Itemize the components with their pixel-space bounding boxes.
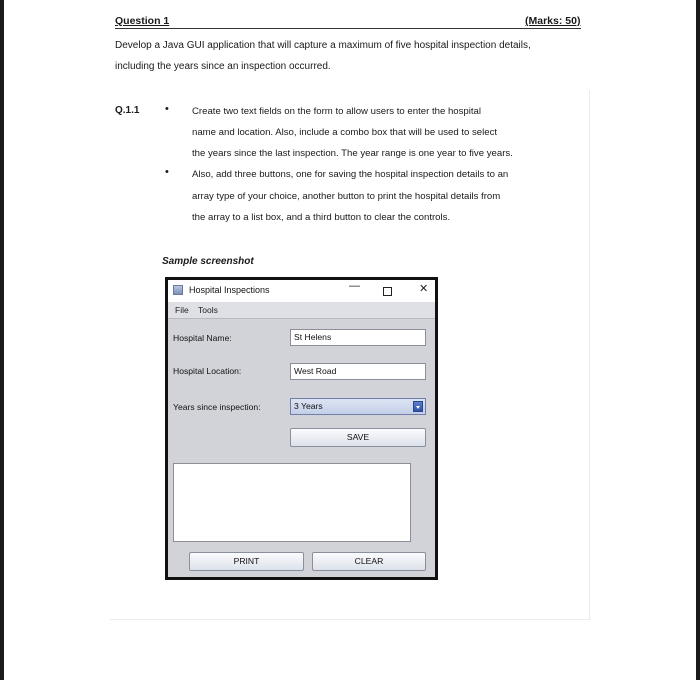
save-button[interactable]: SAVE [290,428,426,447]
java-app-icon [173,285,183,295]
question-marks: (Marks: 50) [525,15,581,27]
hospital-details-list-box[interactable] [173,463,411,542]
right-page-edge [696,0,700,680]
chevron-down-icon[interactable] [413,401,423,412]
title-rule [115,28,581,29]
left-page-edge [0,0,4,680]
window-title: Hospital Inspections [189,285,270,295]
document-frame-bottom [110,619,590,620]
instruction-line: name and location. Also, include a combo box that will be used to select [192,127,498,138]
years-combo-value: 3 Years [294,401,323,411]
minimize-icon[interactable]: — [349,280,360,292]
instruction-line: array type of your choice, another button to print the hospital details from [192,191,501,202]
hospital-name-input[interactable]: St Helens [290,329,426,346]
intro-line-1: Develop a Java GUI application that will capture a maximum of five hospital inspection details, [115,40,531,51]
question-title: Question 1 [115,15,170,27]
years-combo-box[interactable] [290,398,426,415]
bullet-2: • [165,166,169,178]
close-icon[interactable]: ✕ [419,283,429,295]
menu-tools[interactable]: Tools [198,305,218,315]
maximize-icon[interactable] [383,287,392,296]
menu-bar [168,302,435,319]
instruction-line: Also, add three buttons, one for saving the hospital inspection details to an [192,169,509,180]
document-frame-right [589,90,590,620]
years-since-inspection-label: Years since inspection: [173,402,261,412]
hospital-location-label: Hospital Location: [173,366,242,376]
menu-file[interactable]: File [175,305,189,315]
instruction-line: the array to a list box, and a third button to clear the controls. [192,212,451,223]
hospital-location-input[interactable]: West Road [290,363,426,380]
hospital-inspections-window [165,277,438,580]
clear-button[interactable]: CLEAR [312,552,426,571]
window-titlebar [168,280,435,302]
instruction-line: Create two text fields on the form to allow users to enter the hospital [192,106,482,117]
instruction-line: the years since the last inspection. The year range is one year to five years. [192,148,513,159]
subquestion-number: Q.1.1 [115,105,140,116]
bullet-1: • [165,103,169,115]
sample-screenshot-label: Sample screenshot [162,256,254,267]
hospital-name-label: Hospital Name: [173,333,232,343]
print-button[interactable]: PRINT [189,552,304,571]
intro-line-2: including the years since an inspection occurred. [115,61,331,72]
